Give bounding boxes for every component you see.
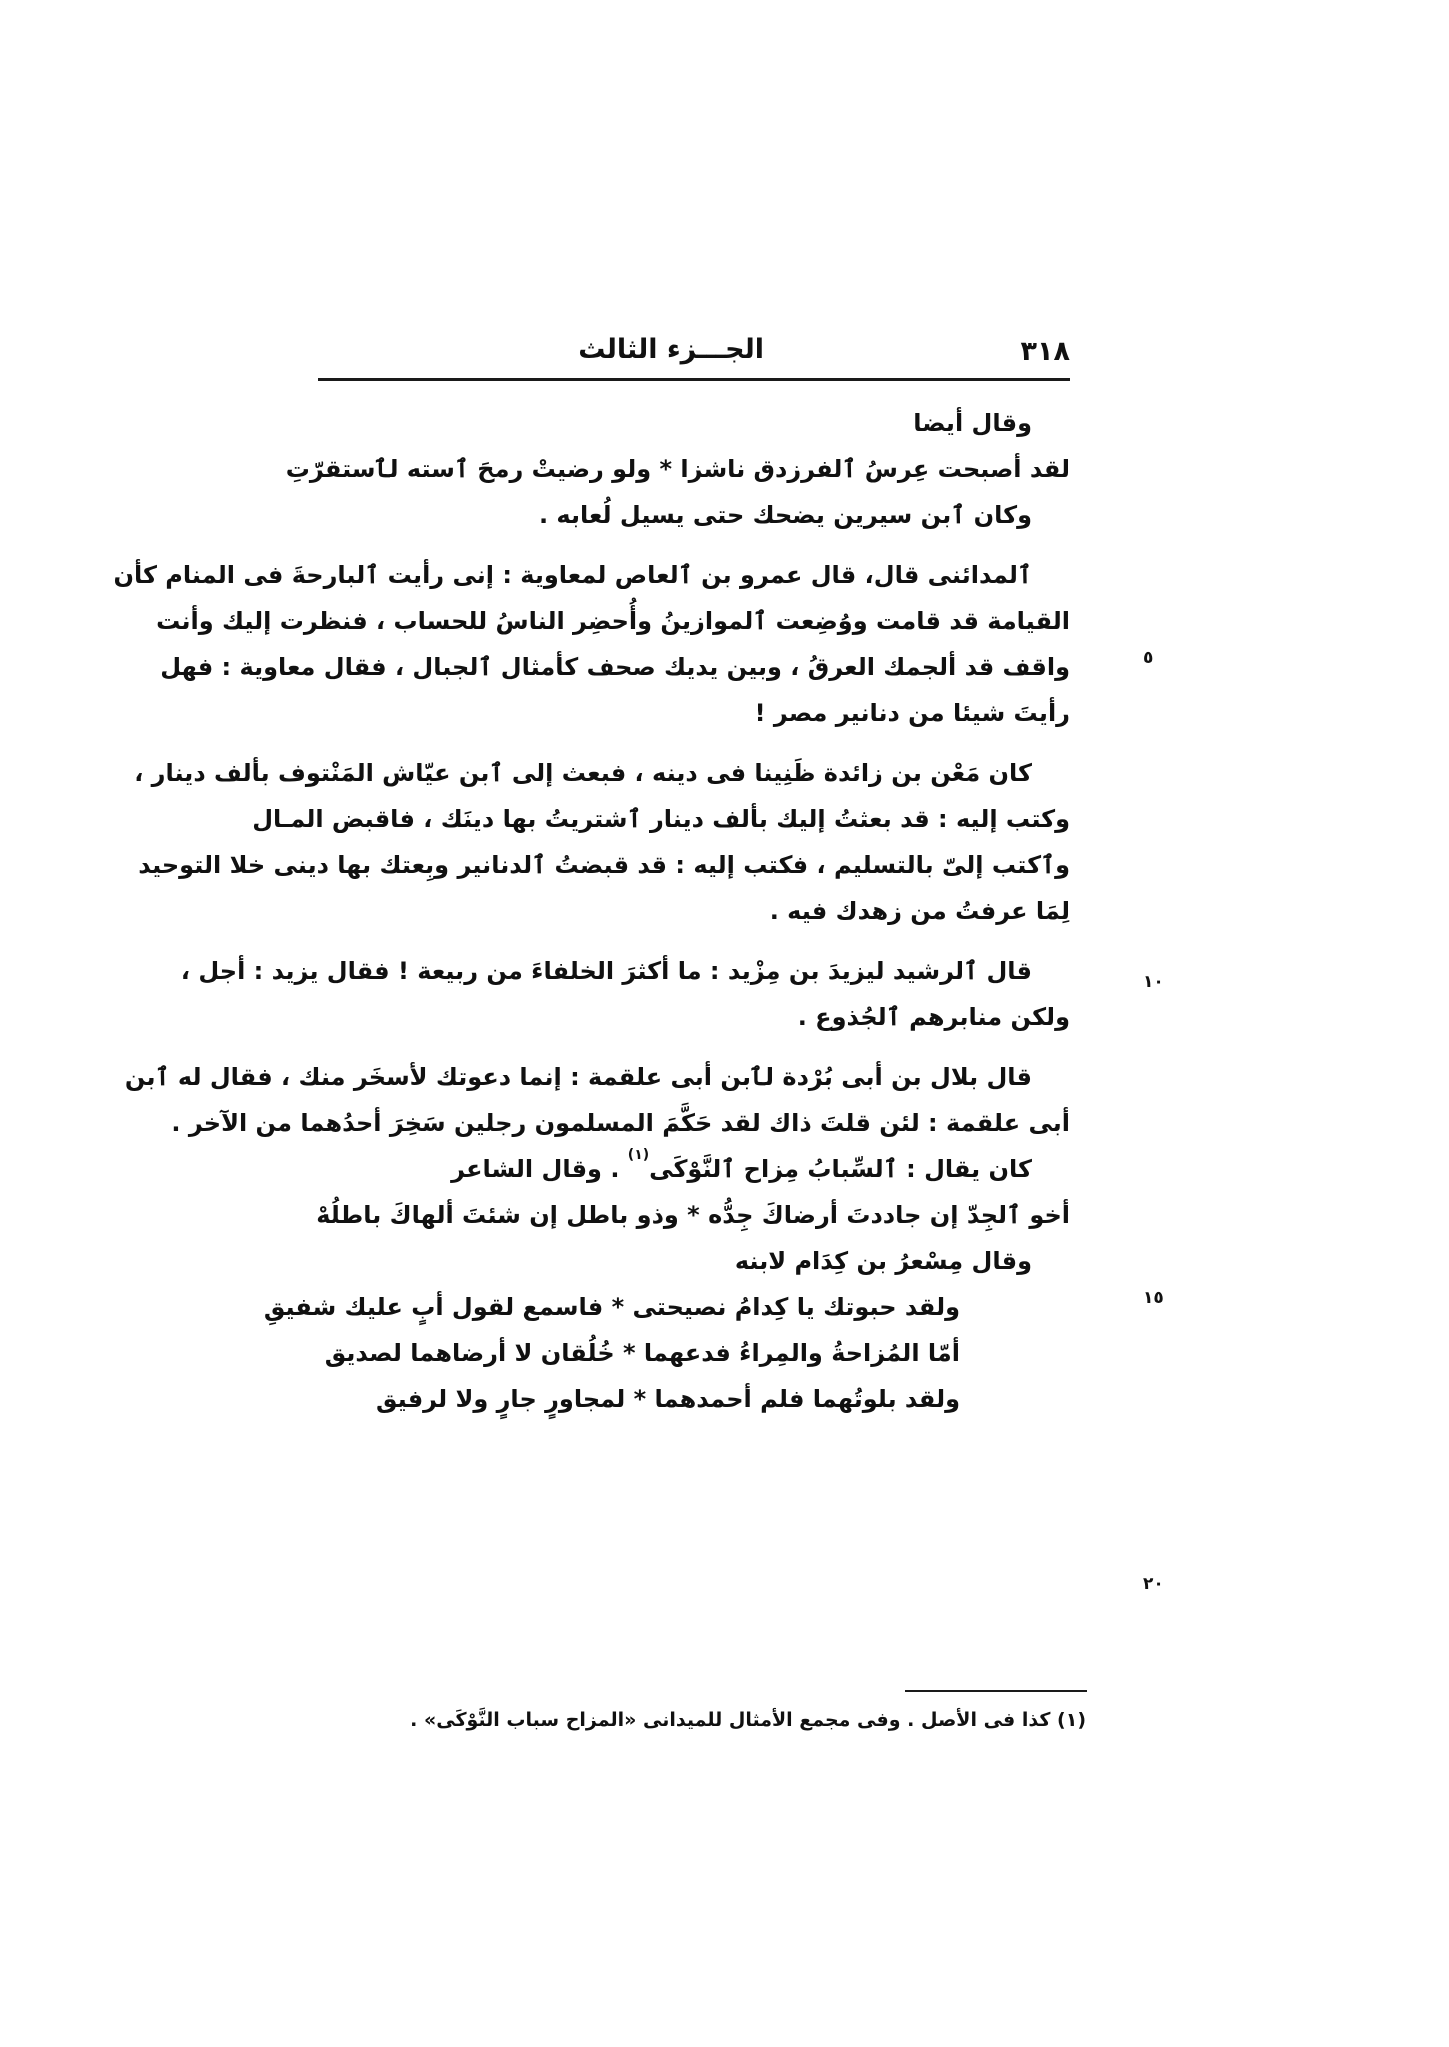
text-line: ولكن منابرهم ٱلجُذوع . <box>797 1003 1070 1031</box>
verse-line: لقد أصبحت عِرسُ ٱلفرزدق ناشزا * ولو رضيتْ رمحَ ٱسته لٱستقرّتِ <box>285 455 1070 483</box>
paragraph-first-line: قال ٱلرشيد ليزيدَ بن مِزْيد : ما أكثرَ الخلفاءَ من ربيعة ! فقال يزيد : أجل ، <box>180 957 1032 985</box>
text-line: لِمَا عرفتُ من زهدك فيه . <box>769 897 1070 925</box>
paragraph-first-line: كان مَعْن بن زائدة ظَنِينا فى دينه ، فبعث إلى ٱبن عيّاش المَنْتوف بألف دينار ، <box>134 759 1032 787</box>
line-number-20: ٢٠ <box>1143 1574 1164 1594</box>
poem-introduction: وقال مِسْعرُ بن كِدَام لابنه <box>734 1247 1032 1275</box>
page-number: ٣١٨ <box>1020 336 1070 367</box>
header-rule <box>318 378 1070 381</box>
text-line: وٱكتب إلىّ بالتسليم ، فكتب إليه : قد قبضتُ ٱلدنانير وبِعتك بها دينى خلا التوحيد <box>138 851 1070 879</box>
text-line: القيامة قد قامت ووُضِعت ٱلموازينُ وأُحضِر الناسُ للحساب ، فنظرت إليك وأنت <box>156 607 1070 635</box>
text-line-with-footnote <box>318 1146 1070 1192</box>
line-number-10: ١٠ <box>1143 972 1164 992</box>
text-line: أبى علقمة : لئن قلتَ ذاك لقد حَكَّمَ المسلمون رجلين سَخِرَ أحدُهما من الآخر . <box>171 1109 1070 1137</box>
paragraph-first-line: قال بلال بن أبى بُرْدة لٱبن أبى علقمة : إنما دعوتك لأسخَر منك ، فقال له ٱبن <box>124 1063 1032 1091</box>
text-line: رأيتَ شيئا من دنانير مصر ! <box>754 699 1070 727</box>
verse-line: ولقد بلوتُهما فلم أحمدهما * لمجاورٍ جارٍ ولا لرفيق <box>376 1385 960 1413</box>
proverb-text: كان يقال : ٱلسِّبابُ مِزاح ٱلنَّوْكَى <box>649 1155 1032 1183</box>
footnote: (١) كذا فى الأصل . وفى مجمع الأمثال للميدانى «المزاح سباب النَّوْكَى» . <box>410 1709 1086 1731</box>
line-number-5: ٥ <box>1143 648 1154 668</box>
footnote-rule <box>905 1690 1087 1692</box>
main-text <box>113 400 1070 1422</box>
text-line: واقف قد ألجمك العرقُ ، وبين يديك صحف كأمثال ٱلجبال ، فقال معاوية : فهل <box>160 653 1070 681</box>
proverb-tail: . وقال الشاعر <box>451 1155 628 1183</box>
verse-line: ولقد حبوتك يا كِدامُ نصيحتى * فاسمع لقول أبٍ عليك شفيقِ <box>263 1293 960 1321</box>
poem-introduction: وقال أيضا <box>913 409 1032 437</box>
running-head <box>318 330 1070 380</box>
verse-line: أمّا المُزاحةُ والمِراءُ فدعهما * خُلُقان لا أرضاهما لصديق <box>324 1339 960 1367</box>
verse-line: أخو ٱلجِدّ إن جاددتَ أرضاكَ جِدُّه * وذو باطل إن شئتَ ألهاكَ باطلُهْ <box>316 1201 1070 1229</box>
footnote-reference[interactable]: (١) <box>627 1147 650 1163</box>
text-line: وكان ٱبن سيرين يضحك حتى يسيل لُعابه . <box>538 501 1032 529</box>
paragraph-first-line: ٱلمدائنى قال، قال عمرو بن ٱلعاص لمعاوية : إنى رأيت ٱلبارحةَ فى المنام كأن <box>113 561 1032 589</box>
running-title: الجـــزء الثالث <box>578 334 764 365</box>
text-line: وكتب إليه : قد بعثتُ إليك بألف دينار ٱشتريتُ بها دينَك ، فاقبض المـال <box>252 805 1070 833</box>
line-number-15: ١٥ <box>1143 1288 1164 1308</box>
